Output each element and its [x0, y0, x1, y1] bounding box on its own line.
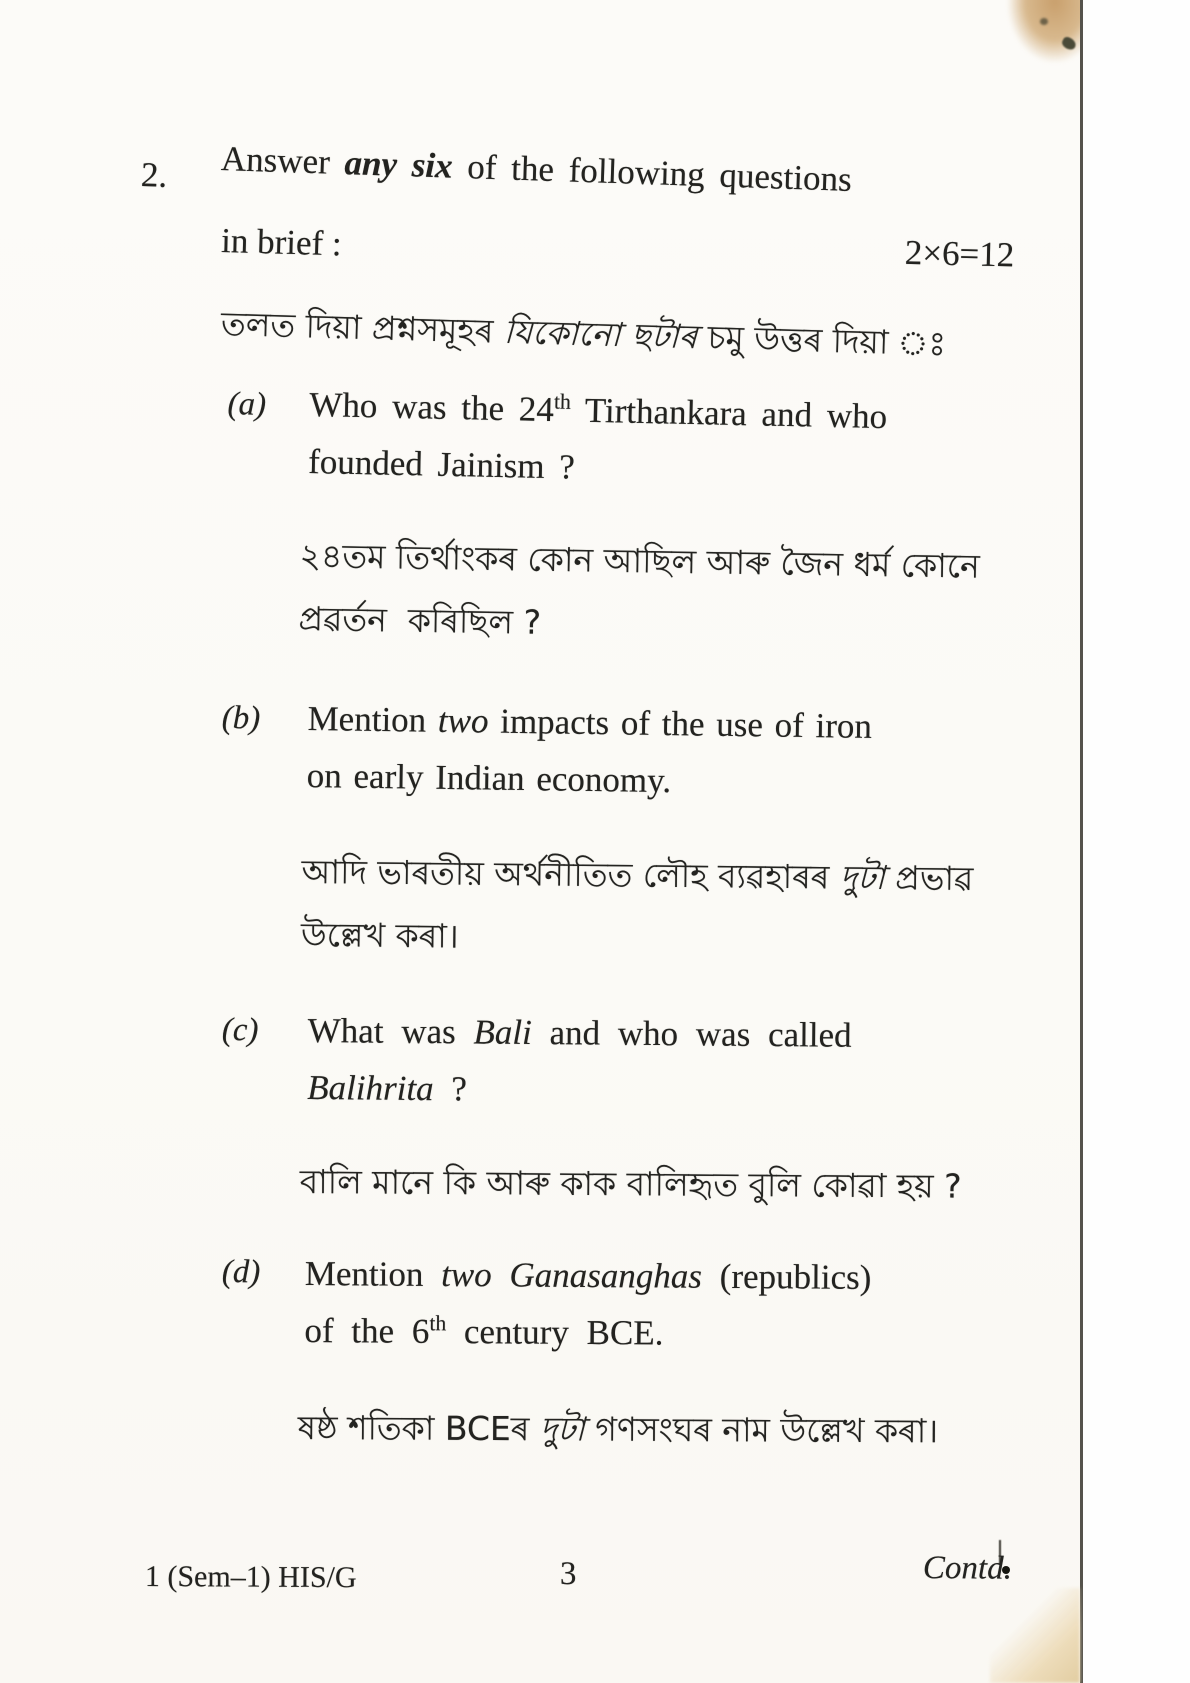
qd-en1-post: (republics)	[701, 1256, 872, 1297]
qd-en1-pre: Mention	[304, 1253, 442, 1294]
intro-pre: Answer	[220, 138, 346, 183]
question-d-en-line1	[305, 1245, 872, 1306]
qd-bn1-post: গণসংঘৰ নাম উল্লেখ কৰা।	[584, 1409, 939, 1451]
qa-en1-pre: Who was the 24	[308, 384, 555, 430]
qc-en2-emphasis: Balihrita	[307, 1067, 434, 1109]
qa-en1-sup: th	[553, 389, 572, 414]
question-b-bn-line2: উল্লেখ কৰা।	[300, 914, 459, 956]
qd-bn1-emphasis: দুটা	[539, 1409, 585, 1449]
continued-note: Contd.	[922, 1550, 1012, 1587]
instruction-assamese	[220, 292, 947, 375]
intro-post: of the following questions	[452, 146, 853, 199]
question-d-en-line2	[304, 1302, 871, 1363]
question-d-label: (d)	[221, 1254, 261, 1291]
qc-en2-post: ?	[433, 1069, 468, 1109]
qd-en2-post: century BCE.	[446, 1311, 664, 1353]
question-intro-line1	[220, 130, 853, 208]
question-d-assamese	[298, 1396, 939, 1462]
qb-en1-emphasis: two	[437, 700, 489, 741]
question-a-bn-line2: প্ৰৱৰ্তন কৰিছিল ?	[298, 598, 542, 642]
question-b-en-line1	[307, 690, 872, 755]
question-a-bn-line1: ২৪তম তিৰ্থাংকৰ কোন আছিল আৰু জৈন ধৰ্ম কোনে	[299, 535, 981, 586]
question-c-assamese: বালি মানে কি আৰু কাক বালিহৃত বুলি কোৱা হয় ?	[299, 1161, 962, 1206]
question-b-english	[306, 690, 872, 812]
marks-value: 2×6=12	[904, 232, 1015, 275]
qb-bn1-pre: আদি ভাৰতীয় অৰ্থনীতিত লৌহ ব্যৱহাৰৰ	[301, 851, 841, 897]
page-number: 3	[559, 1556, 577, 1593]
qa-en1-post: Tirthankara and who	[570, 390, 888, 437]
question-c-en-line1	[308, 1002, 852, 1064]
question-number: 2.	[140, 154, 168, 195]
question-b-assamese	[301, 840, 974, 973]
intro-emphasis: any six	[343, 143, 454, 186]
qb-bn1-post: প্ৰভাৱ	[884, 858, 974, 899]
instruction-bn-pre: তলত দিয়া প্ৰশ্নসমূহৰ	[220, 303, 505, 351]
question-b-en-line2: on early Indian economy.	[306, 755, 672, 801]
question-c-english	[307, 1002, 852, 1121]
question-b-label: (b)	[221, 700, 261, 737]
qc-en1-post: and who was called	[531, 1012, 852, 1055]
tape-stain	[1008, 0, 1086, 62]
question-a-label: (a)	[227, 386, 267, 423]
question-b-bn-line1	[301, 840, 973, 910]
qb-en1-post: impacts of the use of iron	[488, 701, 873, 746]
qd-en2-sup: th	[429, 1311, 447, 1336]
question-d-english	[304, 1245, 871, 1363]
qc-en1-emphasis: Bali	[473, 1012, 532, 1052]
corner-shadow	[990, 1588, 1080, 1683]
question-c-label: (c)	[221, 1012, 259, 1049]
question-a-english	[308, 376, 888, 502]
qd-bn1-pre: ষষ্ঠ শতিকা BCEৰ	[297, 1407, 541, 1449]
paper-code: 1 (Sem–1) HIS/G	[144, 1560, 357, 1595]
qb-en1-pre: Mention	[307, 698, 439, 740]
question-a-assamese	[298, 524, 980, 661]
scan-margin-strip	[1083, 0, 1190, 1683]
qd-en2-pre: of the 6	[304, 1310, 430, 1351]
instruction-bn-post: চমু উত্তৰ দিয়া ঃ	[696, 317, 947, 364]
question-intro-line2: in brief :	[220, 220, 343, 264]
question-c-en-line2	[307, 1059, 851, 1121]
question-a-en-line2: founded Jainism ?	[307, 441, 576, 487]
qd-en1-emphasis: two Ganasanghas	[441, 1254, 703, 1296]
instruction-bn-emphasis: যিকোনো ছটাৰ	[503, 311, 698, 357]
qb-bn1-emphasis: দুটা	[839, 857, 885, 898]
stain-speck	[1040, 18, 1048, 25]
qc-en1-pre: What was	[307, 1010, 474, 1052]
